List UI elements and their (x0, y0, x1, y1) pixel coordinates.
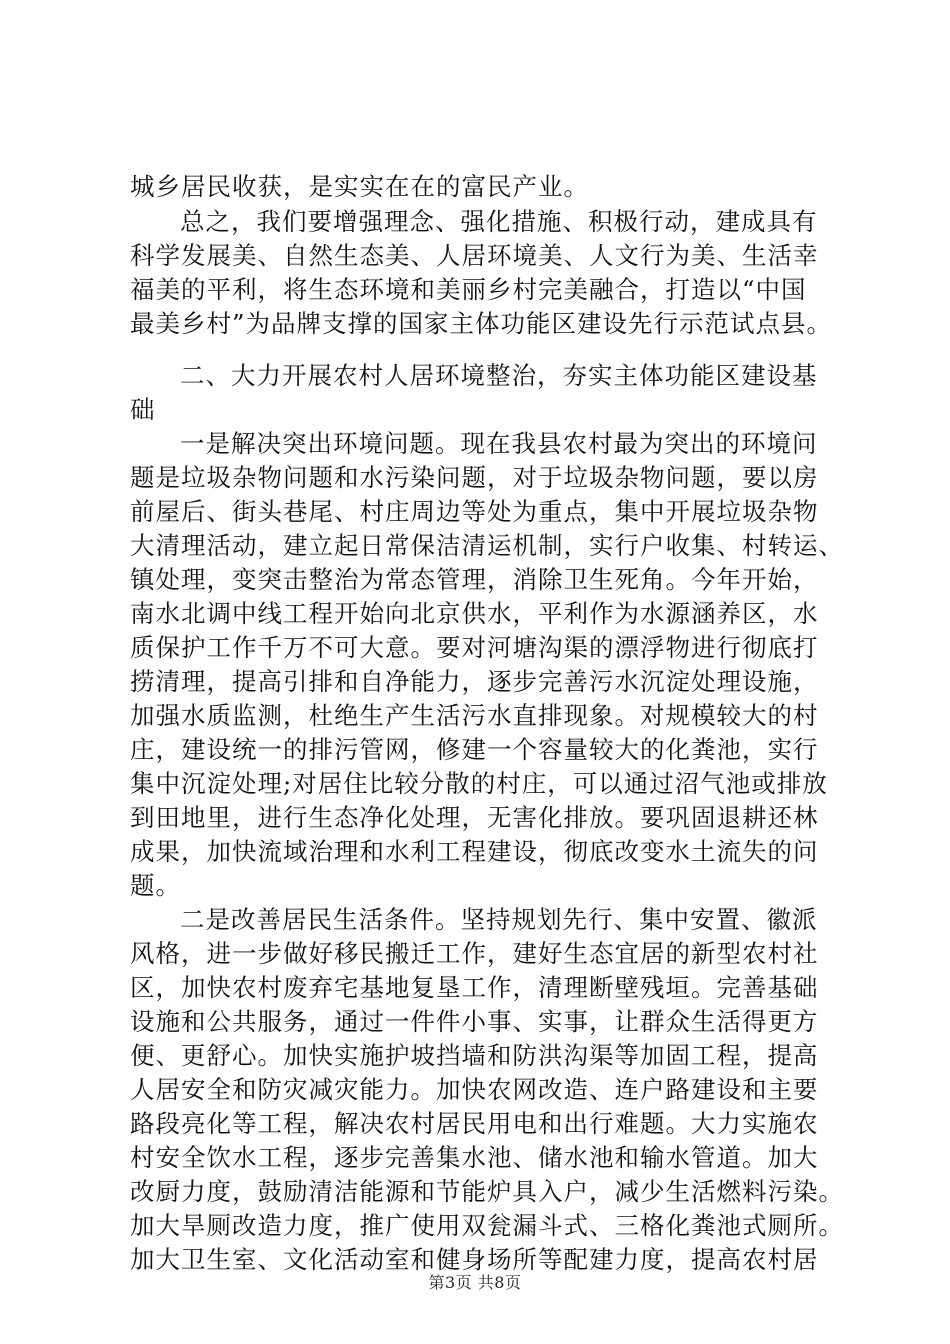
body-line: 庄，建设统一的排污管网，修建一个容量较大的化粪池，实行 (130, 735, 819, 764)
body-line: 质保护工作千万不可大意。要对河塘沟渠的漂浮物进行彻底打 (130, 633, 819, 662)
body-line: 福美的平利，将生态环境和美丽乡村完美融合，打造以“中国 (130, 275, 807, 304)
section-heading-continued: 础 (130, 395, 156, 424)
body-line: 加强水质监测，杜绝生产生活污水直排现象。对规模较大的村 (130, 701, 819, 730)
body-line: 风格，进一步做好移民搬迁工作，建好生态宜居的新型农村社 (130, 939, 819, 968)
body-line: 改厨力度，鼓励清洁能源和节能炉具入户，减少生活燃料污染。 (130, 1177, 844, 1206)
body-line: 大清理活动，建立起日常保洁清运机制，实行户收集、村转运、 (130, 531, 844, 560)
body-line: 二是改善居民生活条件。坚持规划先行、集中安置、徽派 (180, 905, 818, 934)
body-line: 科学发展美、自然生态美、人居环境美、人文行为美、生活幸 (130, 241, 819, 270)
body-line: 南水北调中线工程开始向北京供水，平利作为水源涵养区，水 (130, 599, 819, 628)
body-line: 成果，加快流域治理和水利工程建设，彻底改变水土流失的问 (130, 837, 819, 866)
body-line: 一是解决突出环境问题。现在我县农村最为突出的环境问 (180, 429, 818, 458)
body-line: 区，加快农村废弃宅基地复垦工作，清理断壁残垣。完善基础 (130, 973, 819, 1002)
body-line: 到田地里，进行生态净化处理，无害化排放。要巩固退耕还林 (130, 803, 819, 832)
page-number-footer: 第3页 共8页 (428, 1273, 522, 1292)
body-line: 设施和公共服务，通过一件件小事、实事，让群众生活得更方 (130, 1007, 819, 1036)
body-line: 捞清理，提高引排和自净能力，逐步完善污水沉淀处理设施， (130, 667, 819, 696)
body-line: 总之，我们要增强理念、强化措施、积极行动，建成具有 (180, 207, 818, 236)
section-heading: 二、大力开展农村人居环境整治，夯实主体功能区建设基 (180, 361, 818, 390)
body-line: 镇处理，变突击整治为常态管理，消除卫生死角。今年开始， (130, 565, 819, 594)
body-line: 集中沉淀处理;对居住比较分散的村庄，可以通过沼气池或排放 (130, 769, 828, 798)
body-line: 最美乡村”为品牌支撑的国家主体功能区建设先行示范试点县。 (130, 309, 833, 338)
body-line: 便、更舒心。加快实施护坡挡墙和防洪沟渠等加固工程，提高 (130, 1041, 819, 1070)
body-line: 题。 (130, 871, 181, 900)
body-line: 城乡居民收获，是实实在在的富民产业。 (130, 172, 589, 201)
body-line: 前屋后、街头巷尾、村庄周边等处为重点，集中开展垃圾杂物 (130, 497, 819, 526)
body-line: 题是垃圾杂物问题和水污染问题，对于垃圾杂物问题，要以房 (130, 463, 819, 492)
body-line: 人居安全和防灾减灾能力。加快农网改造、连户路建设和主要 (130, 1075, 819, 1104)
body-line: 村安全饮水工程，逐步完善集水池、储水池和输水管道。加大 (130, 1143, 819, 1172)
body-line: 路段亮化等工程，解决农村居民用电和出行难题。大力实施农 (130, 1109, 819, 1138)
body-line: 加大旱厕改造力度，推广使用双瓮漏斗式、三格化粪池式厕所。 (130, 1211, 844, 1240)
body-line: 加大卫生室、文化活动室和健身场所等配建力度，提高农村居 (130, 1245, 819, 1274)
